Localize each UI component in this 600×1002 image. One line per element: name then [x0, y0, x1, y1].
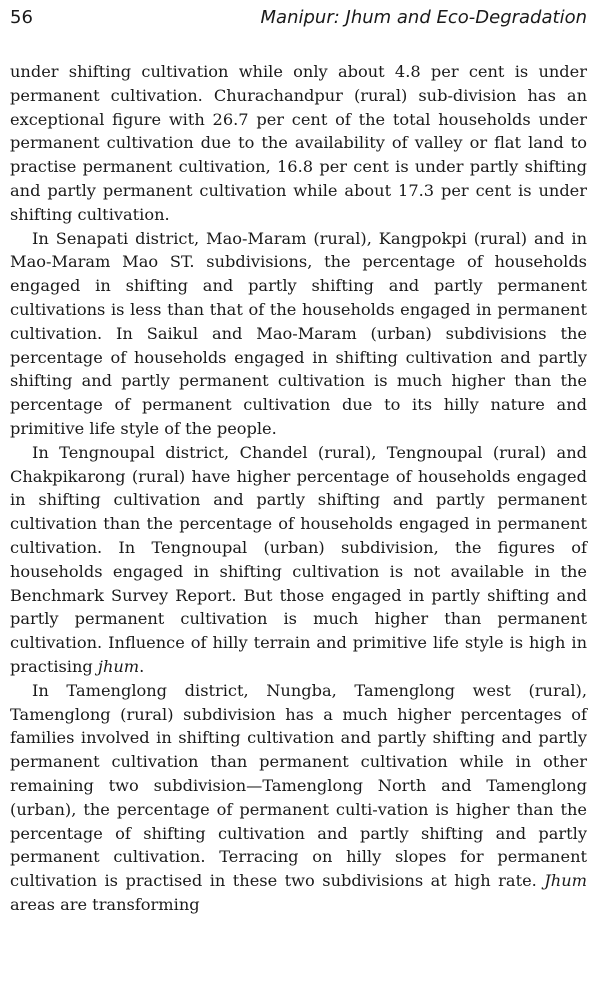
body-text — [10, 60, 587, 917]
text-run: . — [139, 656, 145, 676]
text-run: In Senapati district, Mao-Maram (rural), Kangpokpi (rural) and in Mao-Maram Mao ST. subdivisions, the percentage of households engaged in shifting and partly shifting and partly permanent cultivations is less than that of the households engaged in permanent cultivation. In Saikul and Mao-Maram (urban) subdivisions the percentage of households engaged in shifting cultivation and partly shifting and partly permanent cultivation is much higher than the percentage of permanent cultivation due to its hilly nature and primitive life style of the people. — [10, 228, 587, 438]
text-run: In Tamenglong district, Nungba, Tamenglong west (rural), Tamenglong (rural) subdivision has a much higher percentages of families involved in shifting cultivation and partly shifting and partly permanent cultivation than permanent cultivation while in other remaining two subdivision—Tamenglong North and Tamenglong (urban), the percentage of permanent culti-vation is higher than the percentage of shifting cultivation and partly shifting and partly permanent cultivation. Terracing on hilly slopes for permanent cultivation is practised in these two subdivisions at high rate. — [10, 680, 587, 891]
text-run: areas are transforming — [10, 894, 200, 914]
page-number: 56 — [10, 7, 33, 28]
text-run: under shifting cultivation while only about 4.8 per cent is under permanent cultivation. Churachandpur (rural) sub-division has an exceptional figure with 26.7 per cent of the total households under permanent cultivation due to the availability of valley or flat land to practise permanent cultivation, 16.8 per cent is under partly shifting and partly permanent cultivation while about 17.3 per cent is under shifting cultivation. — [10, 62, 587, 224]
book-page — [10, 0, 587, 1002]
paragraph — [10, 60, 587, 227]
paragraph — [10, 227, 587, 441]
paragraph — [10, 679, 587, 917]
page-header — [10, 4, 587, 32]
paragraph — [10, 441, 587, 679]
italic-term: jhum — [97, 656, 140, 676]
text-run: In Tengnoupal district, Chandel (rural), Tengnoupal (rural) and Chakpikarong (rural) have higher percentage of households engaged in shifting cultivation and partly shifting and partly permanent cultivation than the percentage of households engaged in permanent cultivation. In Tengnoupal (urban) subdivision, the figures of households engaged in shifting cultivation is not available in the Benchmark Survey Report. But those engaged in partly shifting and partly permanent cultivation is much higher than permanent cultivation. Influence of hilly terrain and primitive life style is high in practising — [10, 442, 587, 676]
running-head: Manipur: Jhum and Eco-Degradation — [260, 7, 587, 28]
italic-term: Jhum — [544, 871, 587, 891]
